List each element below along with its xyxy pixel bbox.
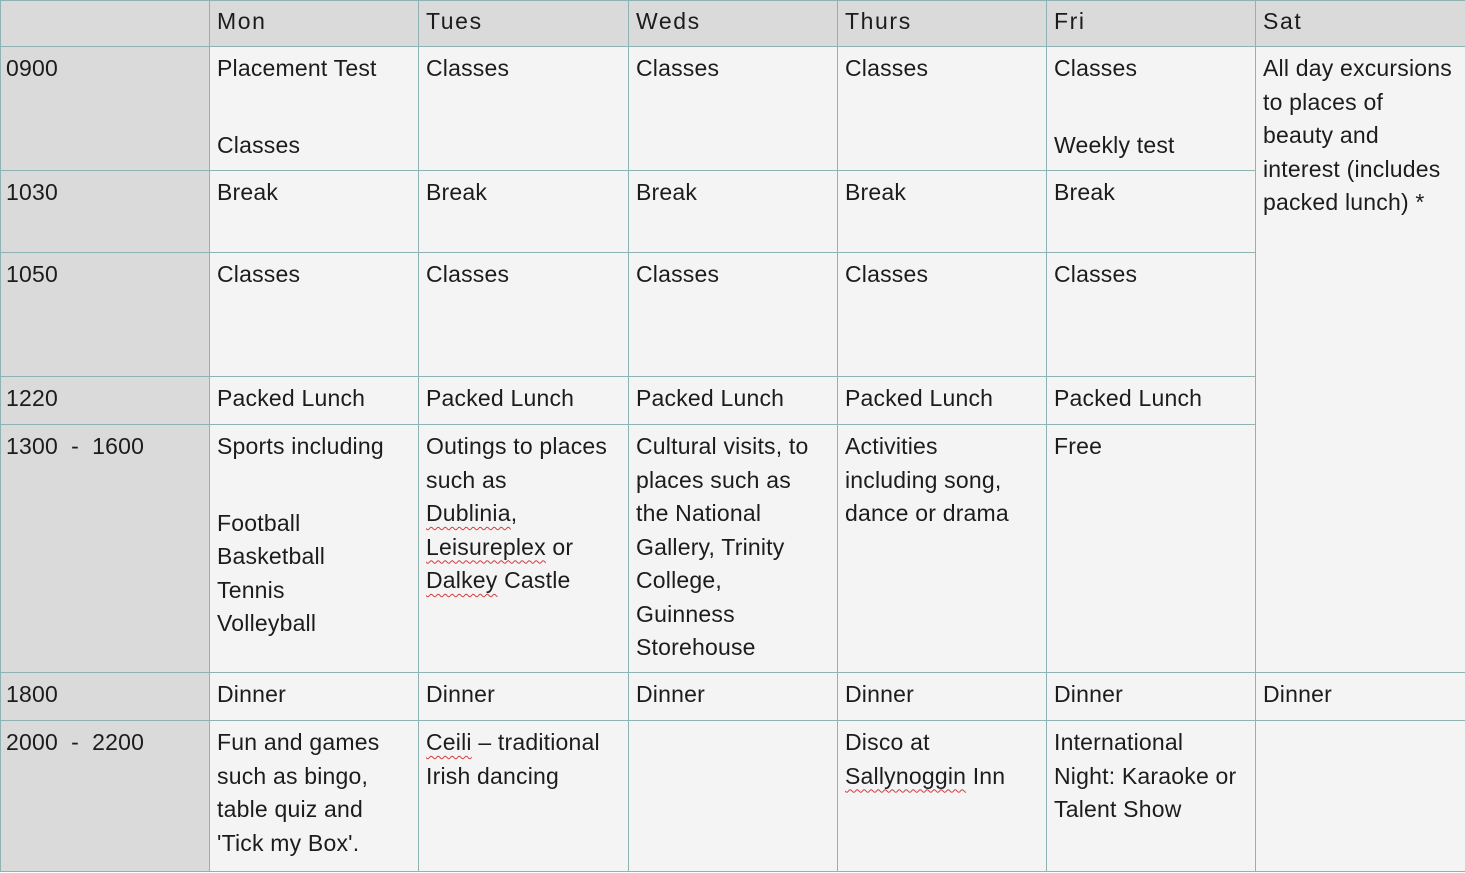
time-cell-1050: 1050	[1, 253, 210, 377]
punct: ,	[510, 500, 518, 526]
cell-wed-cultural	[629, 425, 838, 673]
cell-text	[426, 497, 622, 531]
cell-text: dance or drama	[845, 500, 1009, 526]
cell-text: Classes	[1054, 55, 1138, 81]
cell-wed-1800: Dinner	[629, 673, 838, 721]
cell-text: Placement Test	[217, 55, 377, 81]
cell-text: Classes	[217, 131, 301, 158]
cell-text: Gallery, Trinity	[636, 533, 785, 560]
time-cell-1030: 1030	[1, 171, 210, 253]
row-1300-1600	[1, 425, 1465, 673]
cell-text: Sports including	[217, 433, 384, 459]
header-mon: Mon	[210, 1, 419, 47]
cell-wed-1050: Classes	[629, 253, 838, 377]
cell-text: interest (includes	[1263, 155, 1441, 182]
cell-thu-1050: Classes	[838, 253, 1047, 377]
cell-text: All day excursions	[1263, 55, 1452, 81]
cell-sat-excursions	[1256, 47, 1465, 673]
cell-thu-1220: Packed Lunch	[838, 377, 1047, 425]
cell-sat-evening	[1256, 721, 1465, 872]
cell-thu-1800: Dinner	[838, 673, 1047, 721]
cell-text	[426, 726, 622, 760]
cell-text: International	[1054, 729, 1184, 755]
cell-text	[426, 531, 622, 565]
cell-thu-0900: Classes	[838, 47, 1047, 171]
cell-text: the National	[636, 500, 762, 526]
cell-fri-1220: Packed Lunch	[1047, 377, 1256, 425]
cell-wed-0900: Classes	[629, 47, 838, 171]
cell-sat-1800: Dinner	[1256, 673, 1465, 721]
cell-text: including song,	[845, 466, 1002, 493]
cell-text: Guinness	[636, 600, 735, 627]
cell-mon-1050: Classes	[210, 253, 419, 377]
cell-mon-0900	[210, 47, 419, 171]
row-2000-2200	[1, 721, 1465, 872]
time-cell-0900: 0900	[1, 47, 210, 171]
cell-text: packed lunch) *	[1263, 189, 1425, 215]
cell-text	[426, 564, 622, 598]
place-dalkey: Dalkey	[426, 567, 498, 593]
connector-text: Castle	[497, 567, 571, 593]
cell-text: to places of	[1263, 88, 1384, 115]
header-weds: Weds	[629, 1, 838, 47]
cell-wed-evening	[629, 721, 838, 872]
time-cell-2000-2200	[1, 721, 210, 872]
time-cell-1800: 1800	[1, 673, 210, 721]
cell-text: such as bingo,	[217, 762, 369, 789]
time-text: 1300 - 1600	[6, 433, 145, 459]
cell-tue-1800: Dinner	[419, 673, 629, 721]
place-sallynoggin: Sallynoggin	[845, 762, 967, 789]
cell-tue-1030: Break	[419, 171, 629, 253]
cell-text: such as	[426, 466, 507, 493]
cell-fri-free: Free	[1047, 425, 1256, 673]
cell-text: beauty and	[1263, 122, 1379, 148]
header-row	[1, 1, 1465, 47]
cell-text: College,	[636, 567, 722, 593]
cell-text: table quiz and	[217, 796, 364, 822]
cell-tue-1050: Classes	[419, 253, 629, 377]
cell-text: Storehouse	[636, 634, 756, 660]
cell-text: Weekly test	[1054, 131, 1175, 158]
row-1220	[1, 377, 1465, 425]
cell-text: Night: Karaoke or	[1054, 762, 1237, 789]
cell-text: 'Tick my Box'.	[217, 829, 360, 856]
row-1800	[1, 673, 1465, 721]
header-thurs: Thurs	[838, 1, 1047, 47]
place-dublinia: Dublinia	[426, 500, 511, 526]
cell-fri-1030: Break	[1047, 171, 1256, 253]
cell-text: Outings to places	[426, 433, 608, 459]
cell-tue-0900: Classes	[419, 47, 629, 171]
header-sat: Sat	[1256, 1, 1465, 47]
row-1030	[1, 171, 1465, 253]
cell-text: Disco at	[845, 729, 930, 755]
cell-text: Cultural visits, to	[636, 433, 809, 459]
cell-text: Talent Show	[1054, 796, 1182, 822]
cell-mon-1030: Break	[210, 171, 419, 253]
cell-text-rest: – traditional	[471, 729, 600, 755]
connector-text: or	[545, 533, 574, 560]
cell-wed-1030: Break	[629, 171, 838, 253]
sport-item: Tennis	[217, 576, 285, 603]
cell-wed-1220: Packed Lunch	[629, 377, 838, 425]
cell-mon-1800: Dinner	[210, 673, 419, 721]
cell-fri-1800: Dinner	[1047, 673, 1256, 721]
sport-item: Volleyball	[217, 610, 317, 636]
cell-text: places such as	[636, 466, 791, 493]
cell-mon-sports	[210, 425, 419, 673]
cell-thu-activities	[838, 425, 1047, 673]
cell-tue-1220: Packed Lunch	[419, 377, 629, 425]
cell-fri-0900	[1047, 47, 1256, 171]
header-fri: Fri	[1047, 1, 1256, 47]
cell-tue-evening	[419, 721, 629, 872]
cell-fri-1050: Classes	[1047, 253, 1256, 377]
cell-text	[845, 760, 1040, 794]
sport-item: Football	[217, 509, 301, 536]
sport-item: Basketball	[217, 543, 326, 569]
cell-text: Irish dancing	[426, 762, 560, 789]
header-tues: Tues	[419, 1, 629, 47]
place-leisureplex: Leisureplex	[426, 533, 546, 560]
row-1050	[1, 253, 1465, 377]
cell-fri-evening	[1047, 721, 1256, 872]
cell-mon-evening	[210, 721, 419, 872]
cell-tue-outings	[419, 425, 629, 673]
row-0900	[1, 47, 1465, 171]
time-cell-1220: 1220	[1, 377, 210, 425]
cell-text-rest: Inn	[966, 762, 1006, 789]
time-cell-1300-1600	[1, 425, 210, 673]
cell-thu-evening	[838, 721, 1047, 872]
cell-mon-1220: Packed Lunch	[210, 377, 419, 425]
time-text: 2000 - 2200	[6, 729, 145, 755]
cell-text: Fun and games	[217, 729, 380, 755]
word-ceili: Ceili	[426, 729, 472, 755]
cell-thu-1030: Break	[838, 171, 1047, 253]
cell-text: Activities	[845, 433, 938, 459]
header-corner-cell	[1, 1, 210, 47]
